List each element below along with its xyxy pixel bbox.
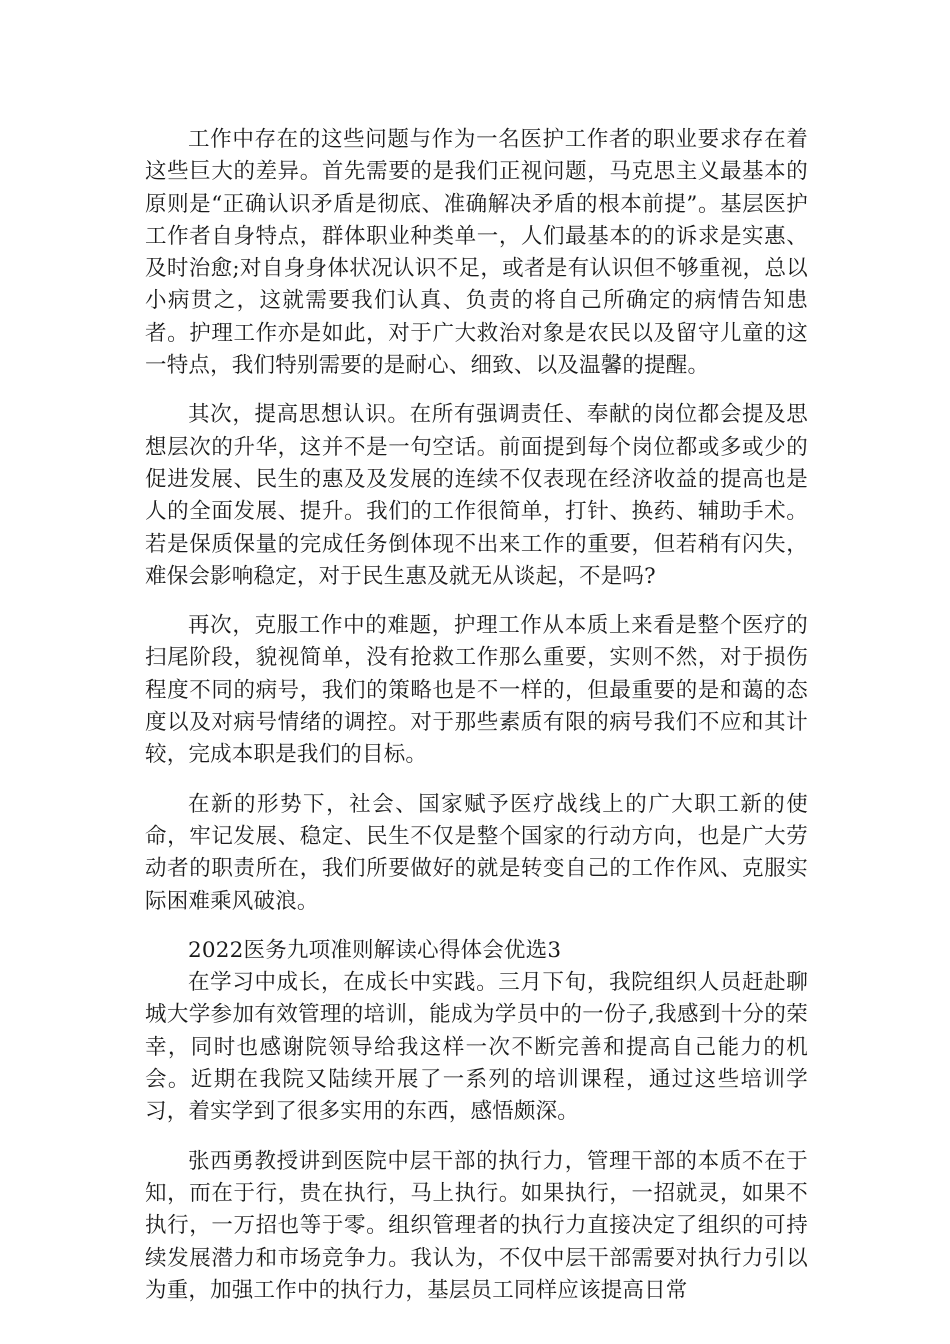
paragraph-execution: 张西勇教授讲到医院中层干部的执行力，管理干部的本质不在于知，而在于行，贵在执行，马上执行。如果执行，一招就灵，如果不执行，一万招也等于零。组织管理者的执行力直接决定了组织的可持续发展潜力和市场竞争力。我认为，不仅中层干部需要对执行力引以为重，加强工作中的执行力，基层员工同样应该提高日常 — [145, 1148, 808, 1303]
paragraph-problems: 工作中存在的这些问题与作为一名医护工作者的职业要求存在着这些巨大的差异。首先需要的是我们正视问题，马克思主义最基本的原则是“正确认识矛盾是彻底、准确解决矛盾的根本前提”。基层医护工作者自身特点，群体职业种类单一，人们最基本的的诉求是实惠、及时治愈;对自身身体状况认识不足，或者是有认识但不够重视，总以小病贯之，这就需要我们认真、负责的将自己所确定的病情告知患者。护理工作亦是如此，对于广大救治对象是农民以及留守儿童的这一特点，我们特别需要的是耐心、细致、以及温馨的提醒。 — [145, 127, 808, 379]
paragraph-thinking: 其次，提高思想认识。在所有强调责任、奉献的岗位都会提及思想层次的升华，这并不是一句空话。前面提到每个岗位都或多或少的促进发展、民生的惠及及发展的连续不仅表现在经济收益的提高也是人的全面发展、提升。我们的工作很简单，打针、换药、辅助手术。若是保质保量的完成任务倒体现不出来工作的重要，但若稍有闪失，难保会影响稳定，对于民生惠及就无从谈起，不是吗? — [145, 402, 808, 589]
paragraph-learning: 在学习中成长，在成长中实践。三月下旬，我院组织人员赶赴聊城大学参加有效管理的培训，能成为学员中的一份子,我感到十分的荣幸，同时也感谢院领导给我这样一次不断完善和提高自己能力的机会。近期在我院又陆续开展了一系列的培训课程，通过这些培训学习，着实学到了很多实用的东西，感悟颇深。 — [145, 970, 808, 1125]
document-page — [145, 124, 808, 1307]
section-heading: 2022医务九项准则解读心得体会优选3 — [188, 937, 562, 963]
paragraph-new-situation: 在新的形势下，社会、国家赋予医疗战线上的广大职工新的使命，牢记发展、稳定、民生不仅是整个国家的行动方向，也是广大劳动者的职责所在，我们所要做好的就是转变自己的工作作风、克服实际困难乘风破浪。 — [145, 791, 808, 914]
paragraph-difficulties: 再次，克服工作中的难题，护理工作从本质上来看是整个医疗的扫尾阶段，貌视简单，没有抢救工作那么重要，实则不然，对于损伤程度不同的病号，我们的策略也是不一样的，但最重要的是和蔼的态度以及对病号情绪的调控。对于那些素质有限的病号我们不应和其计较，完成本职是我们的目标。 — [145, 613, 808, 768]
